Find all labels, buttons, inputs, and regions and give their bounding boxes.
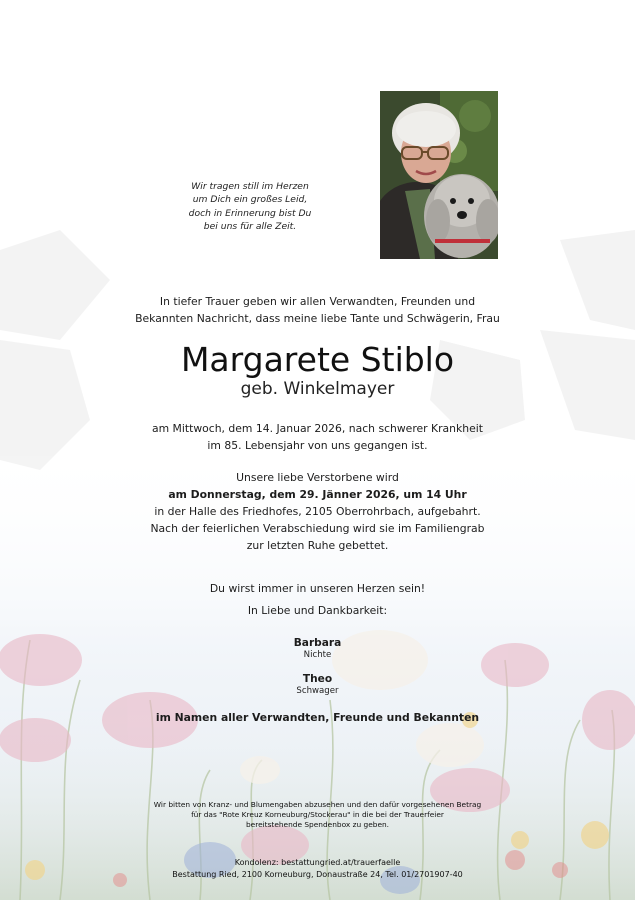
death-line: am Mittwoch, dem 14. Januar 2026, nach schwerer Krankheit <box>151 422 483 435</box>
mourner <box>0 672 635 697</box>
family-line: im Namen aller Verwandten, Freunde und Bekannten <box>155 711 480 724</box>
poem <box>180 180 320 234</box>
funeral-line: Unsere liebe Verstorbene wird <box>236 471 399 484</box>
mourner-relation: Schwager <box>296 686 339 696</box>
maiden-name: geb. Winkelmayer <box>240 379 395 399</box>
mourner <box>0 636 635 661</box>
mourner-relation: Nichte <box>303 650 332 660</box>
poem-line: Wir tragen still im Herzen <box>191 181 309 192</box>
funeral-notice <box>0 469 635 554</box>
heart-message: Du wirst immer in unseren Herzen sein! <box>209 582 426 595</box>
donation-note <box>0 800 635 831</box>
portrait-woman-with-dog-icon <box>380 91 498 259</box>
poem-line: um Dich ein großes Leid, <box>192 194 308 206</box>
contact-info <box>0 857 635 881</box>
love-message: In Liebe und Dankbarkeit: <box>247 604 388 617</box>
deceased-name: Margarete Stiblo <box>180 340 455 379</box>
intro-line: Bekannten Nachricht, dass meine liebe Tante und Schwägerin, Frau <box>135 312 500 325</box>
condolence-link[interactable]: Kondolenz: bestattungried.at/trauerfaelle <box>234 858 401 867</box>
funeral-line: Nach der feierlichen Verabschiedung wird sie im Familiengrab <box>150 522 485 535</box>
intro-text <box>0 293 635 327</box>
donation-line: bereitstehende Spendenbox zu geben. <box>245 820 390 830</box>
donation-line: für das "Rote Kreuz Korneuburg/Stockerau" in die bei der Trauerfeier <box>191 810 444 820</box>
mourner-name: Barbara <box>293 637 342 649</box>
funeral-line: zur letzten Ruhe gebettet. <box>246 539 389 552</box>
funeral-home-address: Bestattung Ried, 2100 Korneuburg, Donaustraße 24, Tel. 01/2701907-40 <box>172 870 463 879</box>
funeral-date: am Donnerstag, dem 29. Jänner 2026, um 14 Uhr <box>168 488 467 501</box>
poem-line: bei uns für alle Zeit. <box>203 221 297 233</box>
death-notice <box>0 421 635 454</box>
mourner-name: Theo <box>302 673 333 685</box>
donation-line: Wir bitten von Kranz- und Blumengaben abzusehen und den dafür vorgesehenen Betrag <box>153 800 482 809</box>
portrait-photo <box>380 91 498 259</box>
poem-line: doch in Erinnerung bist Du <box>188 207 312 219</box>
death-line: im 85. Lebensjahr von uns gegangen ist. <box>207 438 428 452</box>
intro-line: In tiefer Trauer geben wir allen Verwandten, Freunden und <box>159 295 476 308</box>
funeral-line: in der Halle des Friedhofes, 2105 Oberrohrbach, aufgebahrt. <box>154 505 481 518</box>
